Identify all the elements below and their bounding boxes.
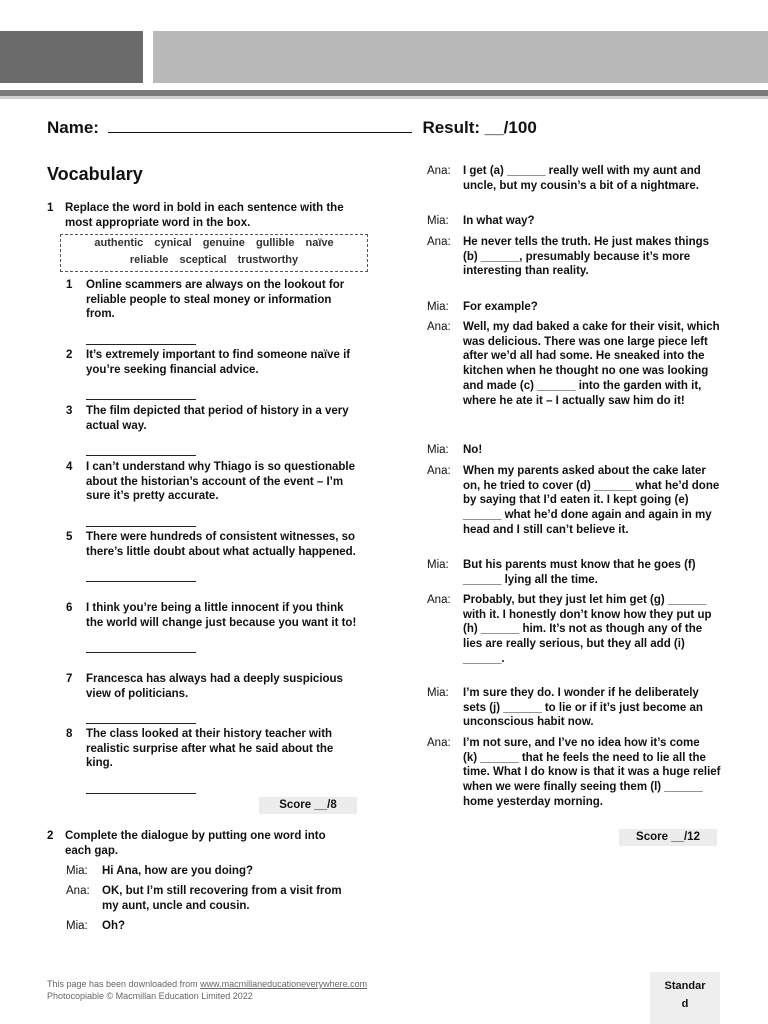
- answer-blank[interactable]: [86, 443, 196, 456]
- dialogue-line: [66, 919, 356, 934]
- answer-blank[interactable]: [86, 387, 196, 400]
- dialogue-text: He never tells the truth. He just makes things: [463, 236, 710, 248]
- speaker-label: Ana:: [427, 236, 451, 248]
- item-text: Francesca has always had a deeply suspicious view of politicians.: [86, 673, 343, 700]
- answer-blank[interactable]: [86, 569, 196, 582]
- item-number: 7: [66, 673, 73, 685]
- q1-item: [66, 404, 362, 456]
- dialogue-line: [427, 164, 723, 193]
- word-box-word: gullible: [255, 237, 295, 249]
- dialogue-line: [427, 464, 723, 538]
- dialogue-line: [427, 235, 723, 279]
- word-box-word: cynical: [154, 237, 192, 249]
- dialogue-text: I’m sure they do. I wonder if he deliberately sets (j) ______ to lie or if it’s just become an unconscious habit now.: [463, 687, 703, 729]
- dialogue-text: No!: [463, 444, 483, 456]
- word-box-word: naïve: [305, 237, 334, 249]
- dialogue-line: [427, 736, 723, 810]
- item-text: The film depicted that period of history in a very actual way.: [86, 405, 349, 432]
- item-number: 5: [66, 531, 73, 543]
- speaker-label: Mia:: [66, 865, 88, 877]
- dialogue-text: For example?: [463, 301, 538, 313]
- footer-prefix: This page has been downloaded from: [47, 979, 201, 989]
- dialogue-line: [66, 884, 356, 913]
- q1-score: Score __/8: [259, 797, 357, 814]
- dialogue-text: But his parents must know that he goes (f) ______ lying all the time.: [463, 559, 696, 586]
- word-box-row-1: [61, 235, 367, 252]
- item-number: 2: [66, 349, 73, 361]
- q1-item: [66, 601, 362, 653]
- dialogue-text: OK, but I’m still recovering from a visit from my aunt, uncle and cousin.: [102, 885, 342, 912]
- answer-blank[interactable]: [86, 514, 196, 527]
- item-number: 3: [66, 405, 73, 417]
- item-text: Online scammers are always on the lookout for reliable people to steal money or information from.: [86, 279, 345, 321]
- q2-instruction: [47, 829, 347, 858]
- dialogue-text: Hi Ana, how are you doing?: [102, 865, 253, 877]
- item-text: I can’t understand why Thiago is so questionable about the historian’s account of the event – I’m sure it’s pretty accurate.: [86, 461, 356, 503]
- q1-instruction-text: Replace the word in bold in each sentence with the most appropriate word in the box.: [65, 202, 344, 229]
- word-box-word: authentic: [94, 237, 144, 249]
- dialogue-line: [427, 214, 723, 229]
- answer-blank[interactable]: [86, 781, 196, 794]
- word-box-word: reliable: [129, 254, 169, 266]
- dialogue-text: In what way?: [463, 215, 535, 227]
- dialogue-line: [427, 558, 723, 587]
- q1-item: [66, 460, 362, 527]
- dialogue-text: I get (a) ______ really well with my aunt and uncle, but my cousin’s a bit of a nightmare.: [463, 165, 701, 192]
- header-block-light: [153, 31, 768, 83]
- word-box: [60, 234, 368, 272]
- dialogue-text: Well, my dad baked a cake for their visit, which was delicious. There was one large piece left after we’d all had some. He sneaked into the kitchen when he thought no one was looking and made (c) ______ into the garden with it, where he ate it – I actually saw him do it!: [463, 321, 720, 407]
- dialogue-line: [66, 864, 356, 879]
- speaker-label: Ana:: [427, 321, 451, 333]
- item-number: 6: [66, 602, 73, 614]
- word-box-word: genuine: [202, 237, 245, 249]
- footer-line-2: Photocopiable © Macmillan Education Limited 2022: [47, 991, 253, 1001]
- speaker-label: Ana:: [427, 594, 451, 606]
- answer-blank[interactable]: [86, 332, 196, 345]
- dialogue-text: (b) ______, presumably because it’s more interesting than reality.: [463, 250, 691, 278]
- q1-number: 1: [47, 202, 54, 214]
- dialogue-line: [427, 443, 723, 458]
- dialogue-text: Probably, but they just let him get (g) ______ with it. I honestly don’t know how they put up: [463, 594, 712, 621]
- level-badge-line-2: d: [681, 998, 689, 1010]
- item-text: There were hundreds of consistent witnesses, so there’s little doubt about what actually happened.: [86, 531, 356, 558]
- speaker-label: Mia:: [427, 687, 449, 699]
- dialogue-line: [427, 320, 723, 408]
- level-badge: [650, 972, 720, 1024]
- dialogue-text: (k) ______ that he feels the need to lie all the time. What I do know is that it was a huge relief when we were finally seeing them (l) ______ home yesterday morning.: [463, 751, 721, 808]
- q2-number: 2: [47, 830, 54, 842]
- name-result-row: [47, 116, 537, 138]
- item-text: The class looked at their history teacher with realistic surprise after what he said about the king.: [86, 728, 334, 770]
- dialogue-line: [427, 300, 723, 315]
- dialogue-line: [427, 686, 723, 730]
- word-box-word: sceptical: [179, 254, 227, 266]
- q2-score: Score __/12: [619, 829, 717, 846]
- word-box-row-2: [61, 252, 367, 269]
- footer: [47, 978, 367, 1002]
- speaker-label: Mia:: [427, 301, 449, 313]
- footer-line-1: [47, 978, 367, 990]
- speaker-label: Mia:: [66, 920, 88, 932]
- speaker-label: Mia:: [427, 215, 449, 227]
- q1-item: [66, 530, 362, 582]
- speaker-label: Ana:: [427, 465, 451, 477]
- speaker-label: Mia:: [427, 444, 449, 456]
- word-box-word: trustworthy: [237, 254, 299, 266]
- item-number: 1: [66, 279, 73, 291]
- answer-blank[interactable]: [86, 640, 196, 653]
- speaker-label: Ana:: [427, 165, 451, 177]
- level-badge-line-1: Standar: [664, 980, 706, 992]
- section-title: Vocabulary: [47, 164, 143, 184]
- item-text: I think you’re being a little innocent if you think the world will change just because you want it to!: [86, 602, 357, 629]
- answer-blank[interactable]: [86, 711, 196, 724]
- dialogue-text: I’m not sure, and I’ve no idea how it’s come: [463, 737, 700, 749]
- q1-item: [66, 278, 362, 345]
- header-rule-light: [0, 96, 768, 99]
- dialogue-text: (h) ______ him. It’s not as though any of the lies are really serious, but they all add (i) ______.: [463, 623, 703, 665]
- q1-item: [66, 727, 362, 794]
- item-number: 4: [66, 461, 73, 473]
- result-label: Result: __/100: [422, 118, 537, 137]
- speaker-label: Mia:: [427, 559, 449, 571]
- q1-item: [66, 672, 362, 724]
- footer-link[interactable]: www.macmillaneducationeverywhere.com: [200, 979, 368, 989]
- dialogue-text: When my parents asked about the cake later on, he tried to cover (d) ______ what he’d done by saying that I’d eaten it. I kept going (e) ______ what he’d done again and again in my head and I still can’t believe it.: [463, 465, 720, 536]
- q1-item: [66, 348, 362, 400]
- speaker-label: Ana:: [66, 885, 90, 897]
- header-block-dark: [0, 31, 143, 83]
- dialogue-line: [427, 593, 723, 667]
- name-label: Name:: [47, 118, 99, 137]
- speaker-label: Ana:: [427, 737, 451, 749]
- name-field[interactable]: [108, 116, 412, 133]
- item-text: It’s extremely important to find someone naïve if you’re seeking financial advice.: [86, 349, 351, 376]
- dialogue-text: Oh?: [102, 920, 125, 932]
- q1-instruction: [47, 201, 347, 230]
- item-number: 8: [66, 728, 73, 740]
- q2-instruction-text: Complete the dialogue by putting one word into each gap.: [65, 830, 326, 857]
